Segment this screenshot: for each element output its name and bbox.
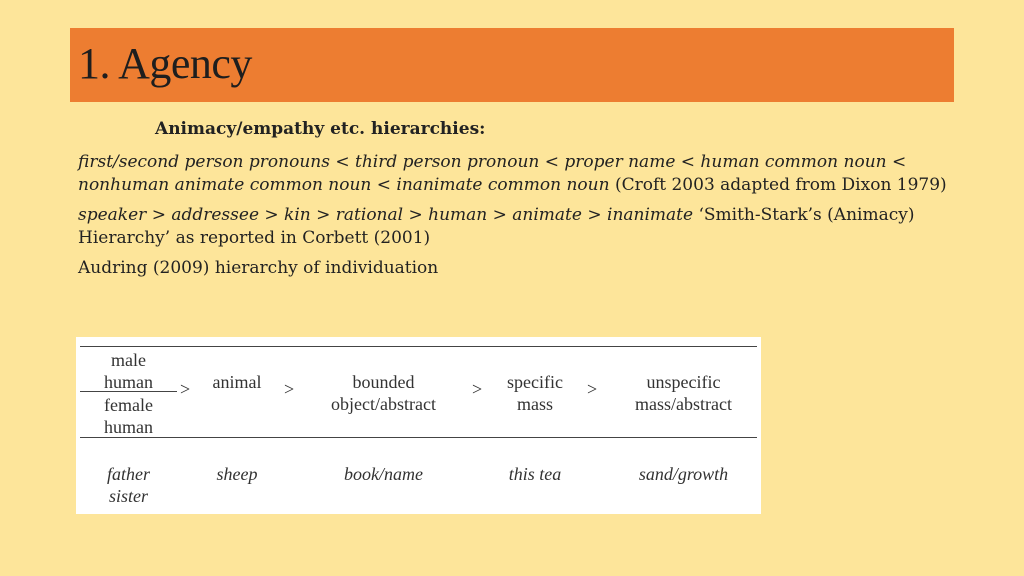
croft-hierarchy-italic: first/second person pronouns < third person pronoun < proper name < human common noun < nonhuman animate common noun < inanimate common noun [78, 152, 907, 195]
smith-stark-hierarchy-italic: speaker > addressee > kin > rational > human > animate > inanimate [78, 205, 694, 225]
individuation-table [76, 337, 761, 514]
example-sand-growth: sand/growth [638, 464, 729, 484]
example-this-tea: this tea [508, 464, 562, 484]
smith-stark-hierarchy-citation: ‘Smith-Stark’s (Animacy) Hierarchy’ as reported in Corbett (2001) [78, 205, 915, 248]
slide-title: 1. Agency [78, 39, 252, 88]
smith-stark-hierarchy [78, 204, 958, 250]
separator-3: > [472, 379, 483, 399]
example-father-sister: father sister [107, 464, 150, 506]
subheading: Animacy/empathy etc. hierarchies: [155, 119, 486, 139]
table-top-rule [80, 346, 757, 347]
separator-2: > [284, 379, 295, 399]
separator-4: > [587, 379, 598, 399]
cell-animal: animal [212, 372, 262, 392]
cell-bounded: bounded object/abstract [331, 372, 436, 414]
cell-female-human: female human [104, 395, 153, 437]
table-divider-rule [80, 437, 757, 438]
croft-hierarchy [78, 151, 958, 197]
cell-specific-mass: specific mass [507, 372, 563, 414]
separator-1: > [180, 379, 191, 399]
croft-hierarchy-citation: (Croft 2003 adapted from Dixon 1979) [609, 175, 947, 195]
cell-unspecific: unspecific mass/abstract [635, 372, 732, 414]
example-sheep: sheep [216, 464, 258, 484]
slide-body [78, 118, 958, 287]
example-book-name: book/name [344, 464, 423, 484]
cell-male-human: male human [104, 350, 153, 392]
title-bar [70, 28, 954, 102]
audring-hierarchy: Audring (2009) hierarchy of individuation [78, 258, 439, 278]
